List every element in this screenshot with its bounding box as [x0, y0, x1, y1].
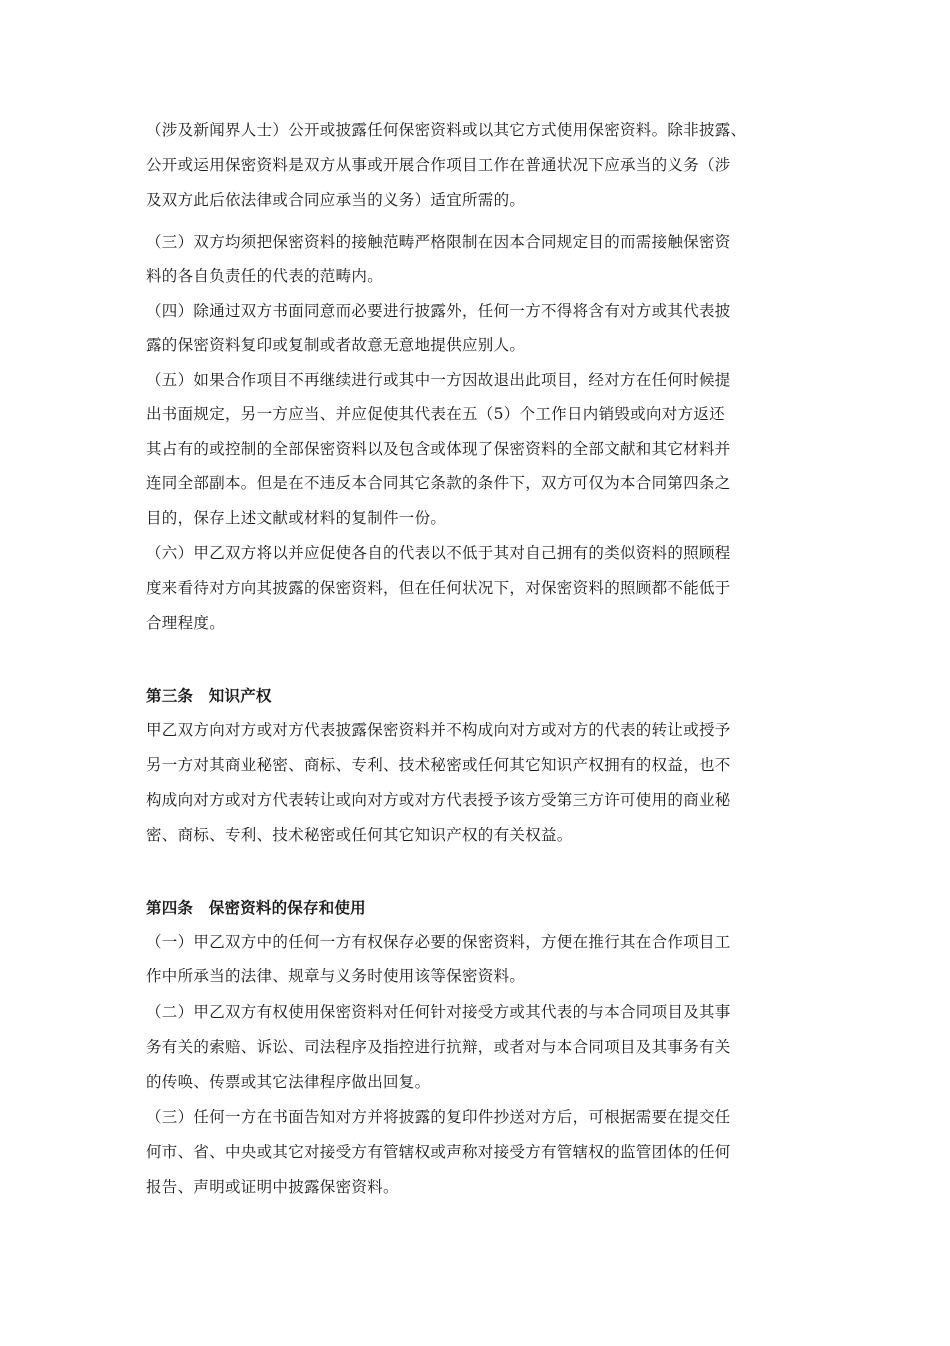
body-text-line: 料的各自负责任的代表的范畴内。	[146, 267, 384, 285]
body-text-line: （六）甲乙双方将以并应促使各自的代表以不低于其对自己拥有的类似资料的照顾程	[146, 544, 731, 562]
body-text-line: （三）双方均须把保密资料的接触范畴严格限制在因本合同规定目的而需接触保密资	[146, 233, 731, 251]
body-text-line: 何市、省、中央或其它对接受方有管辖权或声称对接受方有管辖权的监管团体的任何	[146, 1143, 731, 1161]
body-text-line: 构成向对方或对方代表转让或向对方或对方代表授予该方受第三方许可使用的商业秘	[146, 791, 731, 809]
body-text-line: 目的，保存上述文献或材料的复制件一份。	[146, 509, 447, 527]
body-text-line: 报告、声明或证明中披露保密资料。	[146, 1178, 399, 1196]
body-text-line: 连同全部副本。但是在不违反本合同其它条款的条件下，双方可仅为本合同第四条之	[146, 474, 731, 492]
section-heading: 第四条 保密资料的保存和使用	[146, 898, 366, 917]
body-text-line: （一）甲乙双方中的任何一方有权保存必要的保密资料，方便在推行其在合作项目工	[146, 933, 731, 951]
body-text-line: 度来看待对方向其披露的保密资料，但在任何状况下，对保密资料的照顾都不能低于	[146, 579, 731, 597]
body-text-line: 合理程度。	[146, 614, 226, 632]
body-text-line: 甲乙双方向对方或对方代表披露保密资料并不构成向对方或对方的代表的转让或授予	[146, 721, 731, 739]
body-text-line: 密、商标、专利、技术秘密或任何其它知识产权的有关权益。	[146, 826, 573, 844]
body-text-line: 公开或运用保密资料是双方从事或开展合作项目工作在普通状况下应承当的义务（涉	[146, 156, 731, 174]
body-text-line: （涉及新闻界人士）公开或披露任何保密资料或以其它方式使用保密资料。除非披露、	[146, 121, 747, 139]
body-text-line: 露的保密资料复印或复制或者故意无意地提供应别人。	[146, 336, 526, 354]
body-text-line: 的传唤、传票或其它法律程序做出回复。	[146, 1073, 431, 1091]
body-text-line: 及双方此后依法律或合同应承当的义务）适宜所需的。	[146, 191, 526, 209]
body-text-line: （四）除通过双方书面同意而必要进行披露外，任何一方不得将含有对方或其代表披	[146, 302, 731, 320]
body-text-line: 另一方对其商业秘密、商标、专利、技术秘密或任何其它知识产权拥有的权益，也不	[146, 756, 731, 774]
body-text-line: 出书面规定，另一方应当、并应促使其代表在五（5）个工作日内销毁或向对方返还	[146, 405, 725, 423]
body-text-line: 其占有的或控制的全部保密资料以及包含或体现了保密资料的全部文献和其它材料并	[146, 440, 731, 458]
body-text-line: 作中所承当的法律、规章与义务时使用该等保密资料。	[146, 967, 526, 985]
body-text-line: （五）如果合作项目不再继续进行或其中一方因故退出此项目，经对方在任何时候提	[146, 371, 731, 389]
body-text-line: 务有关的索赔、诉讼、司法程序及指控进行抗辩，或者对与本合同项目及其事务有关	[146, 1038, 731, 1056]
section-heading: 第三条 知识产权	[146, 686, 272, 705]
body-text-line: （三）任何一方在书面告知对方并将披露的复印件抄送对方后，可根据需要在提交任	[146, 1108, 731, 1126]
body-text-line: （二）甲乙双方有权使用保密资料对任何针对接受方或其代表的与本合同项目及其事	[146, 1003, 731, 1021]
